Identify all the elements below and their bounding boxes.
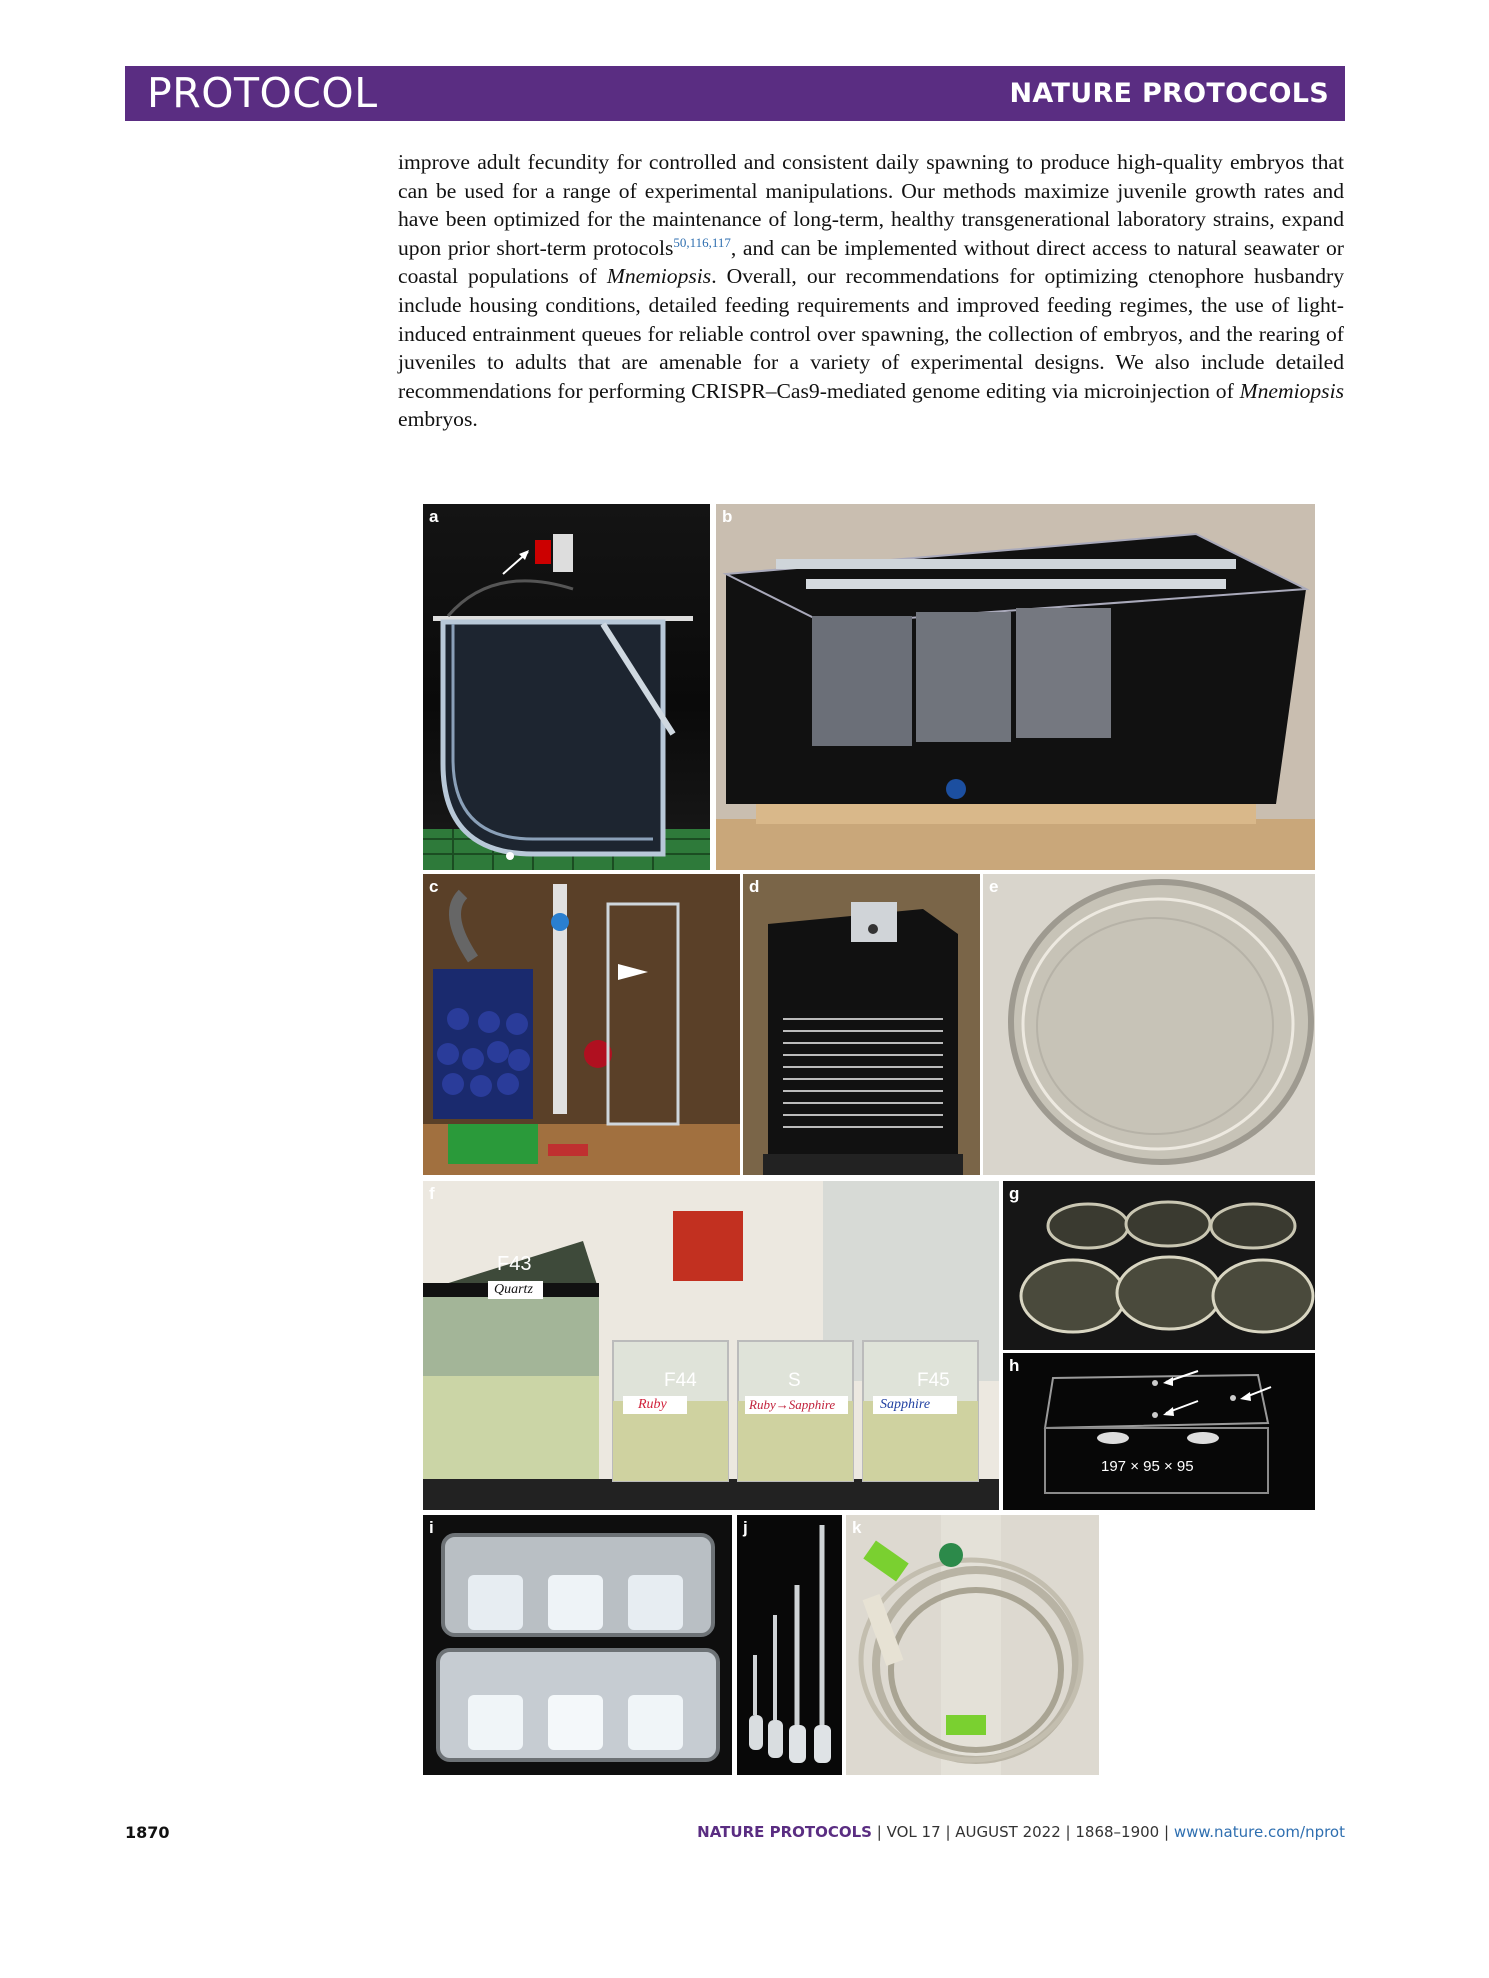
panel-label-a: a	[429, 507, 439, 526]
panel-label-h: h	[1009, 1356, 1020, 1375]
section-label: PROTOCOL	[147, 69, 378, 117]
panel-label-i: i	[429, 1518, 434, 1537]
journal-name: NATURE PROTOCOLS	[1009, 78, 1329, 109]
running-header	[125, 66, 1345, 121]
text-run: . Overall, our recommendations for optimizing ctenophore husbandry include housing conditions, detailed feeding requirements and improved feeding regimes, the use of light-induced entrainment queues for reliable control over spawning, the collection of embryos, and the rearing of juveniles to adults that are amenable for a variety of experimental designs. We also include detailed recommendations for performing CRISPR–Cas9-mediated genome editing via microinjection of	[398, 264, 1344, 403]
panel-d-photo	[743, 874, 980, 1175]
tank-generation-label: F43	[497, 1253, 532, 1275]
tank-strain-label: Sapphire	[880, 1397, 931, 1412]
panel-label-c: c	[429, 877, 439, 896]
footer-url[interactable]: www.nature.com/nprot	[1173, 1823, 1345, 1841]
lidded-box-illustration	[1003, 1353, 1315, 1510]
footer-separator: |	[876, 1823, 882, 1841]
panel-c-photo	[423, 874, 740, 1175]
page-number: 1870	[125, 1823, 170, 1842]
tank-generation-label: F45	[917, 1370, 950, 1391]
footer-volume: VOL 17	[886, 1823, 941, 1841]
footer-citation	[697, 1823, 1345, 1841]
text-run: embryos.	[398, 407, 478, 432]
panel-j-photo	[737, 1515, 842, 1775]
text-run: improve adult fecundity for controlled and consistent daily spawning to produce high-quality embryos that can be used for a range of experimental manipulations. Our methods maximize juvenile growth rates and have been optimized for the maintenance of long-term, healthy transgenerational laboratory strains, expand upon prior short-term protocols	[398, 150, 1344, 260]
tank-strain-label: Ruby→Sapphire	[749, 1397, 836, 1412]
reference-link[interactable]: 50,116,117	[673, 234, 731, 250]
bowl-illustration	[983, 874, 1315, 1175]
panel-label-d: d	[749, 877, 760, 896]
text-run: , and can be implemented without direct access to natural seawater or coastal populations of	[398, 235, 1344, 289]
tank-illustration	[716, 504, 1315, 870]
tank-strain-label: Quartz	[494, 1282, 533, 1297]
panel-label-g: g	[1009, 1184, 1020, 1203]
filtration-illustration	[423, 874, 740, 1175]
panel-e-photo	[983, 874, 1315, 1175]
panel-b-photo	[716, 504, 1315, 870]
panel-a-photo	[423, 504, 710, 870]
tanks-illustration	[423, 1181, 999, 1510]
panel-h-photo	[1003, 1353, 1315, 1510]
stacked-containers-illustration	[423, 1515, 732, 1775]
footer-separator: |	[945, 1823, 951, 1841]
tank-strain-label: Ruby	[638, 1397, 667, 1412]
tank-generation-label: F44	[664, 1370, 697, 1391]
panel-label-b: b	[722, 507, 733, 526]
panel-f-photo	[423, 1181, 999, 1510]
panel-label-e: e	[989, 877, 999, 896]
pipettes-illustration	[737, 1515, 842, 1775]
panel-g-photo	[1003, 1181, 1315, 1350]
footer-separator: |	[1164, 1823, 1170, 1841]
dishes-illustration	[1003, 1181, 1315, 1350]
species-name: Mnemiopsis	[1239, 378, 1344, 403]
panel-label-k: k	[852, 1518, 862, 1537]
chiller-illustration	[743, 874, 980, 1175]
panel-label-j: j	[743, 1518, 748, 1537]
box-dimensions-label: 197 × 95 × 95	[1101, 1458, 1194, 1475]
body-paragraph	[398, 148, 1344, 434]
panel-k-photo	[846, 1515, 1099, 1775]
footer-date: AUGUST 2022	[955, 1823, 1061, 1841]
panel-label-f: f	[429, 1184, 435, 1203]
tubing-illustration	[846, 1515, 1099, 1775]
panel-i-photo	[423, 1515, 732, 1775]
kreisel-tank-illustration	[423, 504, 710, 870]
species-name: Mnemiopsis	[606, 264, 712, 289]
footer-journal: NATURE PROTOCOLS	[697, 1823, 872, 1841]
footer-separator: |	[1065, 1823, 1071, 1841]
footer-pages: 1868–1900	[1075, 1823, 1160, 1841]
tank-generation-label: S	[788, 1370, 801, 1391]
